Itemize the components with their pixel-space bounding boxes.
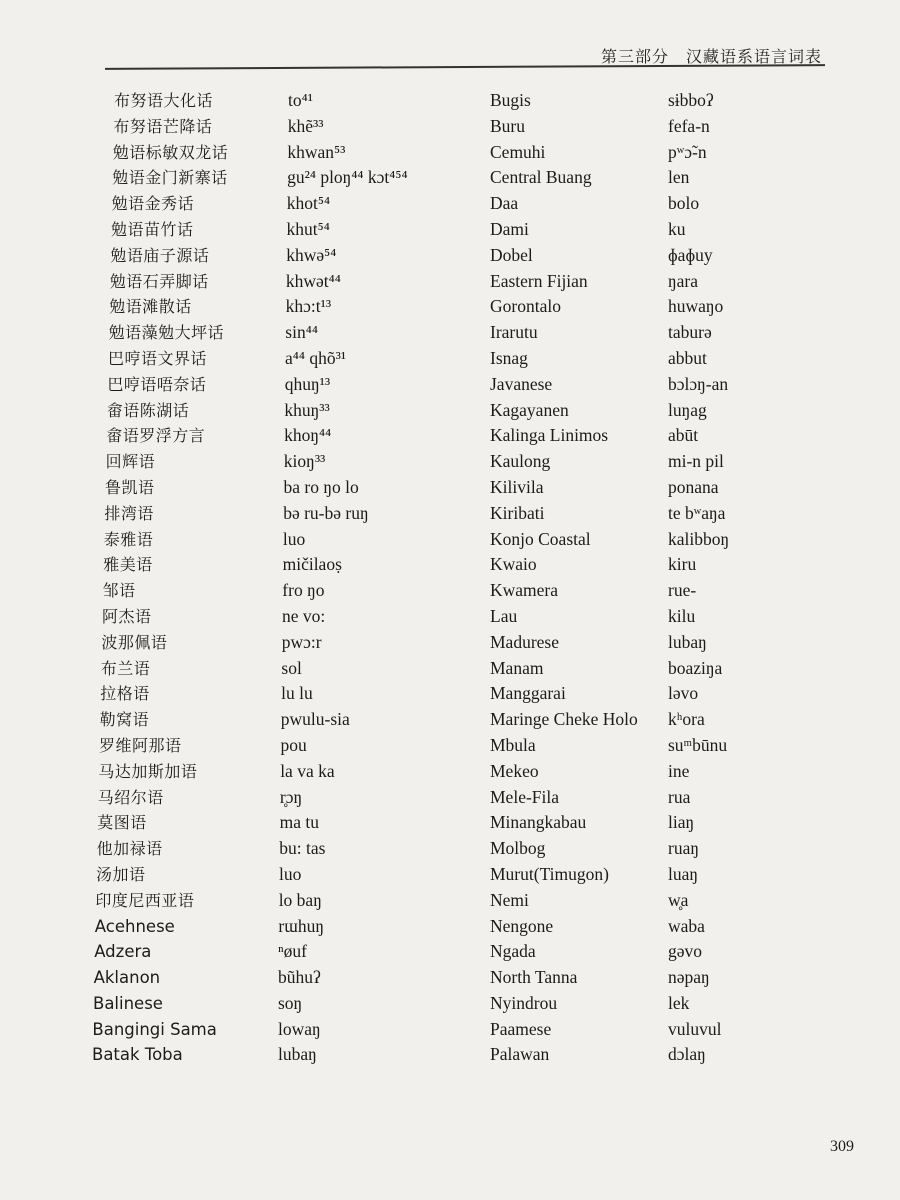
language-name: Adzera — [94, 942, 152, 962]
word-form: pʷɔ̃-n — [668, 141, 707, 162]
language-name: Lau — [490, 605, 518, 626]
language-name: 巴哼语文界话 — [108, 348, 208, 368]
language-name: Daa — [490, 193, 519, 214]
word-form: kʰora — [668, 709, 705, 730]
header-rule — [105, 64, 825, 70]
section-header: 第三部分 汉藏语系语言词表 — [600, 47, 822, 66]
language-name: Kwamera — [490, 580, 559, 601]
word-form: bũhuʔ — [278, 967, 321, 988]
language-name: 布兰语 — [100, 658, 151, 678]
language-name: 巴哼语唔奈话 — [107, 374, 207, 394]
language-name: Kalinga Linimos — [490, 425, 609, 446]
word-form: pou — [280, 734, 307, 755]
word-form: lu lu — [281, 683, 313, 704]
language-name: Kiribati — [490, 502, 545, 523]
language-name: Isnag — [490, 347, 528, 368]
word-form: ku — [668, 218, 686, 239]
word-form: boaziŋa — [668, 657, 723, 678]
language-name: Batak Toba — [92, 1045, 183, 1065]
word-form: a⁴⁴ qhõ³¹ — [285, 347, 347, 368]
word-form: gəvo — [668, 941, 703, 962]
word-form: suᵐbūnu — [668, 734, 728, 755]
language-name: Kilivila — [490, 476, 544, 497]
word-form: lowaŋ — [278, 1018, 321, 1039]
language-name: 汤加语 — [96, 864, 146, 884]
language-name: Murut(Timugon) — [490, 863, 609, 884]
language-name: 泰雅语 — [103, 529, 154, 549]
left-word-column — [278, 88, 478, 1068]
language-name: 回辉语 — [105, 452, 156, 472]
language-name: 勉语金门新寨话 — [112, 168, 228, 188]
language-name: 波那佩语 — [101, 632, 168, 652]
language-name: Cemuhi — [490, 141, 546, 162]
word-form: rɯhuŋ — [278, 915, 324, 936]
language-name: 马达加斯加语 — [98, 761, 198, 781]
word-form: khut⁵⁴ — [286, 218, 330, 239]
language-name: Bugis — [490, 90, 531, 110]
word-form: kiru — [668, 554, 697, 575]
language-name: Madurese — [490, 631, 560, 652]
language-name: 勉语苗竹话 — [111, 219, 194, 239]
language-name: Dobel — [490, 244, 533, 265]
language-name: 他加禄语 — [96, 839, 163, 859]
word-form: bolo — [668, 193, 700, 214]
right-language-column — [490, 88, 665, 1068]
word-form: fro ŋo — [282, 580, 325, 601]
language-name: 排湾语 — [104, 503, 154, 523]
language-name: 阿杰语 — [102, 606, 152, 626]
language-name: Nengone — [490, 915, 554, 936]
word-form: ine — [668, 760, 690, 781]
language-name: Paamese — [490, 1018, 552, 1039]
word-form: to⁴¹ — [288, 90, 313, 110]
word-form: ne vo: — [282, 605, 326, 626]
language-name: Nemi — [490, 889, 529, 910]
language-name: Buru — [490, 115, 525, 136]
language-name: 邹语 — [102, 581, 136, 601]
language-name: Mbula — [490, 734, 536, 755]
language-name: 勉语石弄脚话 — [109, 271, 209, 291]
word-form: pwulu-sia — [280, 709, 350, 730]
word-form: huwaŋo — [668, 296, 724, 317]
word-form: rua — [668, 786, 691, 807]
word-form: la va ka — [280, 760, 335, 781]
language-name: Maringe Cheke Holo — [490, 709, 638, 730]
language-name: 勉语滩散话 — [109, 297, 192, 317]
language-name: Mele-Fila — [490, 786, 560, 807]
language-name: Kaulong — [490, 451, 551, 472]
word-form: khɔ:t¹³ — [285, 296, 332, 317]
language-name: 勉语金秀话 — [111, 194, 195, 214]
word-form: ŋara — [668, 270, 699, 291]
word-form: khwan⁵³ — [287, 141, 346, 162]
word-form: khoŋ⁴⁴ — [284, 425, 332, 446]
language-name: Aklanon — [93, 968, 161, 988]
language-name: 畲语陈湖话 — [106, 400, 190, 420]
word-form: mičilaoṣ — [282, 554, 342, 575]
language-name: 勉语庙子源话 — [110, 245, 210, 265]
language-name: 印度尼西亚语 — [95, 890, 195, 910]
language-name: 布努语大化话 — [114, 91, 214, 110]
language-name: Dami — [490, 218, 529, 239]
word-form: luo — [279, 863, 302, 884]
word-form: gu²⁴ ploŋ⁴⁴ kɔt⁴⁵⁴ — [287, 167, 408, 188]
language-name: 勉语藻勉大坪话 — [108, 323, 225, 343]
language-name: 莫图语 — [97, 813, 147, 833]
word-form: ponana — [668, 476, 719, 497]
language-name: Central Buang — [490, 167, 592, 188]
word-form: dɔlaŋ — [668, 1044, 706, 1065]
word-form: bɔlɔŋ-an — [668, 373, 729, 394]
language-name: Bangingi Sama — [92, 1019, 217, 1039]
word-form: len — [668, 167, 690, 188]
language-name: 勉语标敏双龙话 — [112, 142, 229, 162]
word-form: kilu — [668, 605, 696, 626]
word-form: w̥a — [668, 889, 689, 910]
language-name: 畲语罗浮方言 — [106, 426, 206, 446]
word-form: r̥ɔŋ — [279, 786, 303, 807]
word-form: khuŋ³³ — [284, 399, 330, 420]
page-number: 309 — [830, 1138, 854, 1155]
language-name: Ngada — [490, 941, 536, 962]
language-name: Konjo Coastal — [490, 528, 591, 549]
word-form: khwət⁴⁴ — [285, 270, 341, 291]
word-form: ⁿøuf — [278, 941, 307, 962]
language-name: Palawan — [490, 1044, 550, 1065]
language-name: 雅美语 — [103, 555, 153, 575]
word-form: khwə⁵⁴ — [286, 244, 337, 265]
word-form: ləvo — [668, 683, 699, 704]
word-form: sin⁴⁴ — [285, 322, 318, 343]
language-name: Manam — [490, 657, 544, 678]
language-name: Kagayanen — [490, 399, 569, 420]
word-form: ɸaɸuy — [668, 244, 713, 265]
word-form: luaŋ — [668, 863, 699, 884]
language-name: Javanese — [490, 373, 553, 394]
language-name: Gorontalo — [490, 296, 561, 317]
language-name: 罗维阿那语 — [99, 735, 182, 755]
word-form: kioŋ³³ — [283, 451, 326, 472]
language-name: 布努语芒降话 — [113, 116, 213, 136]
language-name: Nyindrou — [490, 992, 558, 1013]
language-name: Kwaio — [490, 554, 537, 575]
word-form: ma tu — [279, 812, 319, 833]
language-name: Minangkabau — [490, 812, 587, 833]
word-form: liaŋ — [668, 812, 695, 833]
left-language-column — [92, 88, 272, 1068]
word-form: luo — [282, 528, 306, 549]
word-form: bə ru-bə ruŋ — [283, 502, 369, 523]
language-name: Eastern Fijian — [490, 270, 588, 291]
word-form: waba — [668, 915, 705, 936]
right-word-column — [668, 88, 848, 1068]
language-name: North Tanna — [490, 967, 578, 988]
word-form: taburə — [668, 322, 712, 343]
word-form: mi-n pil — [668, 451, 724, 472]
word-form: bu: tas — [279, 838, 326, 859]
word-form: khẽ³³ — [287, 115, 324, 136]
word-form: khot⁵⁴ — [286, 193, 331, 214]
word-form: lek — [668, 992, 690, 1013]
word-form: pwɔ:r — [281, 631, 322, 652]
word-form: ba ro ŋo lo — [283, 476, 359, 497]
language-name: Molbog — [490, 838, 546, 859]
word-form: rue- — [668, 580, 697, 601]
word-form: luŋag — [668, 399, 707, 420]
word-form: abbut — [668, 347, 707, 368]
word-form: te bʷaŋa — [668, 502, 726, 523]
word-form: lubaŋ — [278, 1044, 317, 1065]
language-name: 勒窝语 — [99, 710, 150, 730]
language-name: Mekeo — [490, 760, 539, 781]
word-form: sol — [281, 657, 302, 678]
word-form: kalibboŋ — [668, 528, 730, 549]
language-name: Irarutu — [490, 322, 538, 343]
language-name: 拉格语 — [100, 684, 150, 704]
word-form: qhuŋ¹³ — [284, 373, 331, 394]
word-form: soŋ — [278, 992, 303, 1013]
language-name: 鲁凯语 — [105, 477, 155, 497]
word-form: ruaŋ — [668, 838, 700, 859]
word-form: lubaŋ — [668, 631, 707, 652]
language-name: Balinese — [93, 993, 163, 1013]
word-form: lo baŋ — [278, 889, 322, 910]
word-form: sɨbboʔ — [668, 90, 714, 110]
word-form: abūt — [668, 425, 699, 446]
language-name: Acehnese — [94, 916, 175, 936]
word-form: vuluvul — [668, 1018, 722, 1039]
word-form: fefa-n — [668, 115, 710, 136]
language-name: 马绍尔语 — [97, 787, 164, 807]
word-form: nəpaŋ — [668, 967, 710, 988]
language-name: Manggarai — [490, 683, 566, 704]
